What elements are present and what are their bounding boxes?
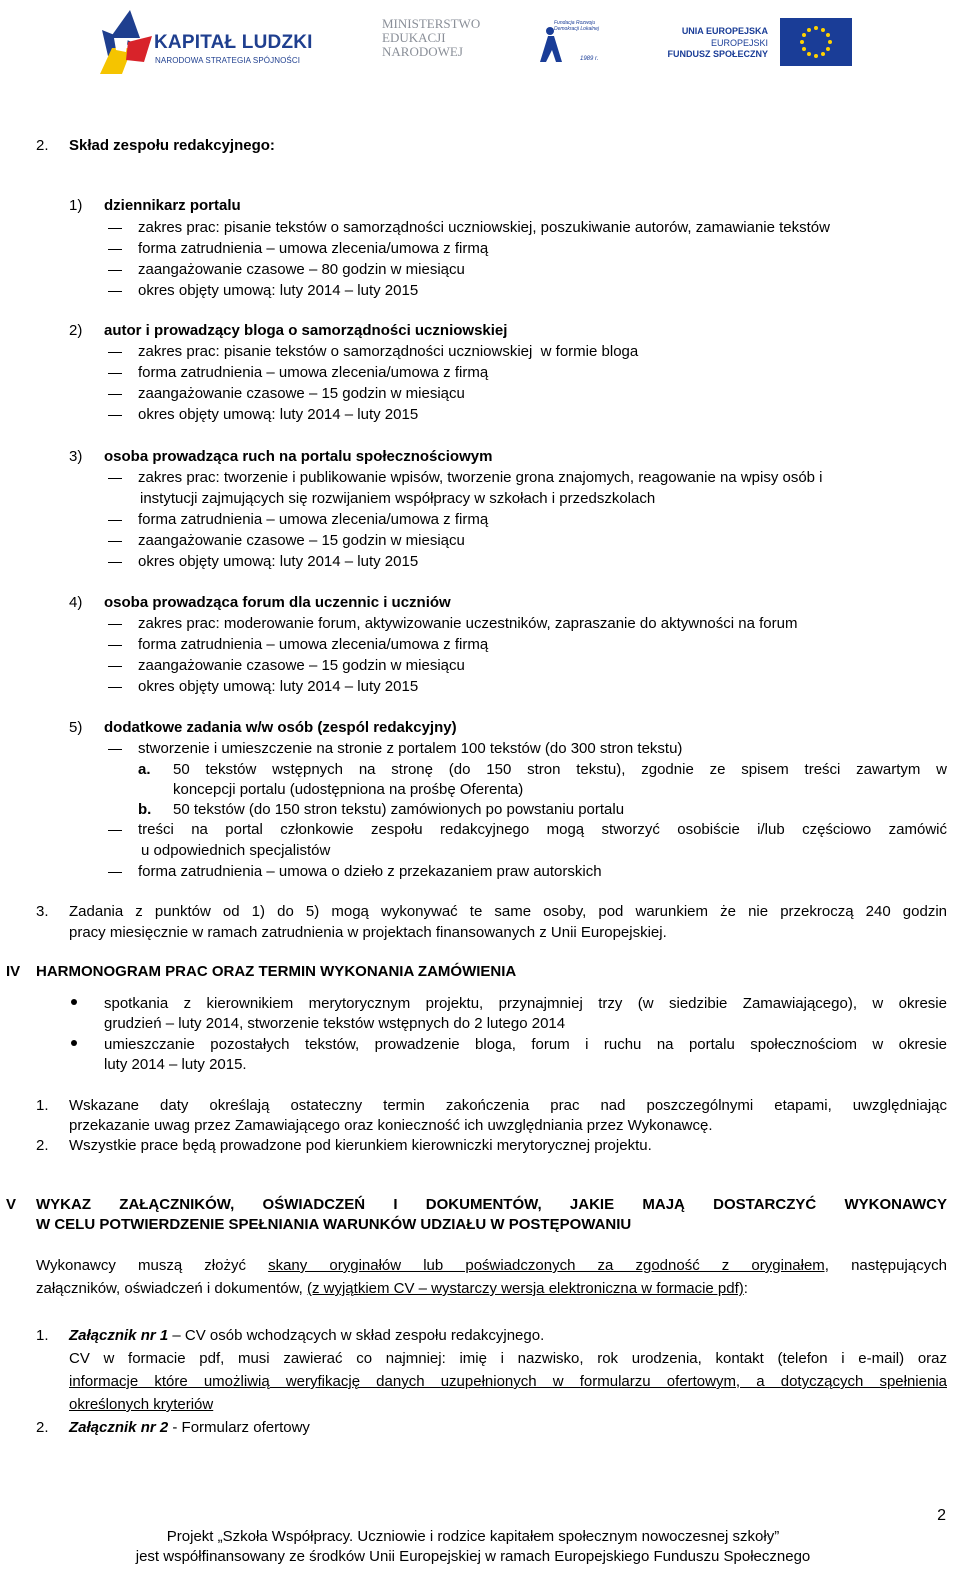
logo-subtitle: NARODOWA STRATEGIA SPÓJNOŚCI bbox=[155, 56, 301, 65]
men-line3: NARODOWEJ bbox=[382, 44, 463, 59]
section-iv-title: HARMONOGRAM PRAC ORAZ TERMIN WYKONANIA ZAMÓWIENIA bbox=[36, 963, 517, 980]
role-5-item: treści na portal członkowie zespołu redakcyjnego mogą stworzyć osobiście i/lub częściowo zamówić bbox=[138, 821, 947, 838]
role-1-item: forma zatrudnienia – umowa zlecenia/umowa z firmą bbox=[138, 240, 489, 257]
role-1-item: zaangażowanie czasowe – 80 godzin w miesiącu bbox=[138, 261, 465, 278]
bullet-icon bbox=[71, 999, 77, 1005]
dash-icon bbox=[108, 352, 122, 353]
schedule-bullet-line: grudzień – luty 2014, stworzenie tekstów wstępnych do 2 lutego 2014 bbox=[104, 1015, 566, 1032]
iv-point-line: Wszystkie prace będą prowadzone pod kierunkiem kierowniczki merytorycznej projektu. bbox=[69, 1137, 652, 1154]
intro-text: : bbox=[743, 1280, 748, 1297]
men-line2: EDUKACJI bbox=[382, 30, 446, 45]
section-3-number: 3. bbox=[36, 903, 49, 920]
role-2-item: zaangażowanie czasowe – 15 godzin w miesiącu bbox=[138, 385, 465, 402]
frdl-line1: Fundacja Rozwoju bbox=[554, 20, 596, 26]
attachment-2-text: - Formularz ofertowy bbox=[168, 1419, 310, 1436]
schedule-bullet-line: umieszczanie pozostałych tekstów, prowadzenie bloga, forum i ruchu na portalu społecznościom w okresie bbox=[104, 1036, 947, 1053]
section-v-intro-line1 bbox=[36, 1257, 947, 1274]
section-3-line2: pracy miesięcznie w ramach zatrudnienia w projektach finansowanych z Unii Europejskiej. bbox=[69, 924, 667, 941]
footer-line2: jest współfinansowany ze środków Unii Europejskiej w ramach Europejskiego Funduszu Społecznego bbox=[135, 1548, 811, 1565]
frdl-line2: Demokracji Lokalnej bbox=[554, 26, 600, 32]
eu-line2: EUROPEJSKI bbox=[710, 38, 768, 48]
section-v-title-line2: W CELU POTWIERDZENIE SPEŁNIANIA WARUNKÓW UDZIAŁU W POSTĘPOWANIU bbox=[36, 1216, 632, 1233]
role-5-item: forma zatrudnienia – umowa o dzieło z przekazaniem praw autorskich bbox=[138, 863, 602, 880]
eu-line3: FUNDUSZ SPOŁECZNY bbox=[667, 49, 768, 59]
eu-logo bbox=[667, 16, 852, 68]
attachment-2-label: Załącznik nr 2 bbox=[69, 1419, 169, 1436]
attachment-1-cv-line2: informacje które umożliwią weryfikację danych uzupełnionych w formularzu ofertowym, a dotyczących spełnienia bbox=[69, 1373, 947, 1390]
dash-icon bbox=[108, 830, 122, 831]
attachment-1-cv-line3: określonych kryteriów bbox=[69, 1396, 214, 1413]
section-v-intro-line2 bbox=[36, 1280, 748, 1297]
dash-icon bbox=[108, 228, 122, 229]
sub-item-a-label: a. bbox=[138, 761, 151, 778]
role-5-item: stworzenie i umieszczenie na stronie z portalem 100 tekstów (do 300 stron tekstu) bbox=[138, 740, 683, 757]
role-3-title: osoba prowadząca ruch na portalu społecznościowym bbox=[104, 448, 493, 465]
role-4-item: zakres prac: moderowanie forum, aktywizowanie uczestników, zapraszanie do aktywności na forum bbox=[138, 615, 798, 632]
attachment-1-cv-line1: CV w formacie pdf, musi zawierać co najmniej: imię i nazwisko, rok urodzenia, kontakt (telefon i e-mail) oraz bbox=[69, 1350, 947, 1367]
intro-underlined: (z wyjątkiem CV – wystarczy wersja elektroniczna w formacie pdf) bbox=[306, 1280, 744, 1297]
attachment-1-text: – CV osób wchodzących w skład zespołu redakcyjnego. bbox=[168, 1327, 545, 1344]
frdl-figure-icon bbox=[540, 26, 566, 66]
frdl-year: 1989 r. bbox=[580, 56, 599, 62]
role-4-number: 4) bbox=[69, 594, 83, 611]
sub-item-a-text: 50 tekstów wstępnych na stronę (do 150 stron tekstu), zgodnie ze spisem treści zawartym w bbox=[173, 761, 947, 778]
kapital-ludzki-logo bbox=[92, 8, 322, 76]
sub-item-b-text: 50 tekstów (do 150 stron tekstu) zamówionych po powstaniu portalu bbox=[173, 801, 625, 818]
intro-text: załączników, oświadczeń i dokumentów, bbox=[36, 1280, 307, 1297]
intro-text: Wykonawcy muszą złożyć bbox=[36, 1257, 269, 1274]
role-1-item: zakres prac: pisanie tekstów o samorządności uczniowskiej, poszukiwanie autorów, zamawianie tekstów bbox=[138, 219, 830, 236]
schedule-bullet-line: spotkania z kierownikiem merytorycznym projektu, przynajmniej trzy (w siedzibie Zamawiającego), w okresie bbox=[104, 995, 947, 1012]
dash-icon bbox=[108, 624, 122, 625]
iv-point-number: 1. bbox=[36, 1097, 49, 1114]
attachment-2 bbox=[69, 1419, 310, 1436]
intro-text: następujących bbox=[828, 1257, 947, 1274]
attachment-1-number: 1. bbox=[36, 1327, 49, 1344]
intro-underlined: skany oryginałów lub poświadczonych za zgodność z oryginałem, bbox=[268, 1257, 829, 1274]
role-5-title: dodatkowe zadania w/w osób (zespól redakcyjny) bbox=[104, 719, 457, 736]
section-2-title: Skład zespołu redakcyjnego: bbox=[69, 137, 275, 154]
role-1-title: dziennikarz portalu bbox=[104, 197, 241, 214]
iv-point-number: 2. bbox=[36, 1137, 49, 1154]
role-1-item: okres objęty umową: luty 2014 – luty 2015 bbox=[138, 282, 419, 299]
men-line1: MINISTERSTWO bbox=[382, 16, 481, 31]
dash-icon bbox=[108, 562, 122, 563]
role-2-item: zakres prac: pisanie tekstów o samorządności uczniowskiej w formie bloga bbox=[138, 343, 639, 360]
role-3-item: okres objęty umową: luty 2014 – luty 2015 bbox=[138, 553, 419, 570]
role-3-item: forma zatrudnienia – umowa zlecenia/umowa z firmą bbox=[138, 511, 489, 528]
dash-icon bbox=[108, 872, 122, 873]
dash-icon bbox=[108, 749, 122, 750]
dash-icon bbox=[108, 249, 122, 250]
dash-icon bbox=[108, 666, 122, 667]
dash-icon bbox=[108, 394, 122, 395]
eu-flag-icon bbox=[780, 18, 852, 66]
section-2-number: 2. bbox=[36, 137, 49, 154]
dash-icon bbox=[108, 687, 122, 688]
bullet-icon bbox=[71, 1040, 77, 1046]
frdl-logo bbox=[540, 16, 602, 68]
role-4-title: osoba prowadząca forum dla uczennic i uczniów bbox=[104, 594, 451, 611]
attachment-2-number: 2. bbox=[36, 1419, 49, 1436]
dash-icon bbox=[108, 520, 122, 521]
sub-item-b-label: b. bbox=[138, 801, 152, 818]
role-5-item-continued: u odpowiednich specjalistów bbox=[141, 842, 331, 859]
iv-point-line: Wskazane daty określają ostateczny termin zakończenia prac nad poszczególnymi etapami, uwzględniając bbox=[69, 1097, 947, 1114]
role-4-item: zaangażowanie czasowe – 15 godzin w miesiącu bbox=[138, 657, 465, 674]
sub-item-a-continued: koncepcji portalu (udostępniona na prośbę Oferenta) bbox=[173, 781, 524, 798]
section-v-number: V bbox=[6, 1196, 17, 1213]
attachment-1 bbox=[69, 1327, 544, 1344]
dash-icon bbox=[108, 541, 122, 542]
men-logo bbox=[382, 16, 490, 62]
iv-point-line: przekazanie uwag przez Zamawiającego oraz konieczność ich uwzględniania przez Wykonawcę. bbox=[69, 1117, 713, 1134]
role-3-number: 3) bbox=[69, 448, 83, 465]
role-2-title: autor i prowadzący bloga o samorządności uczniowskiej bbox=[104, 322, 508, 339]
role-5-number: 5) bbox=[69, 719, 83, 736]
role-3-item-continued: instytucji zajmujących się rozwijaniem współpracy w szkołach i przedszkolach bbox=[140, 490, 656, 507]
kapital-ludzki-star-icon bbox=[92, 8, 156, 76]
role-3-item: zaangażowanie czasowe – 15 godzin w miesiącu bbox=[138, 532, 465, 549]
page-number: 2 bbox=[937, 1507, 946, 1524]
schedule-bullet-line: luty 2014 – luty 2015. bbox=[104, 1056, 247, 1073]
role-2-item: forma zatrudnienia – umowa zlecenia/umowa z firmą bbox=[138, 364, 489, 381]
dash-icon bbox=[108, 415, 122, 416]
role-2-item: okres objęty umową: luty 2014 – luty 2015 bbox=[138, 406, 419, 423]
role-4-item: okres objęty umową: luty 2014 – luty 2015 bbox=[138, 678, 419, 695]
footer-line1: Projekt „Szkoła Współpracy. Uczniowie i rodzice kapitałem społecznym nowoczesnej szkoły” bbox=[166, 1528, 780, 1545]
dash-icon bbox=[108, 645, 122, 646]
dash-icon bbox=[108, 291, 122, 292]
role-3-item: zakres prac: tworzenie i publikowanie wpisów, tworzenie grona znajomych, reagowanie na wpisy osób i bbox=[138, 469, 823, 486]
role-4-item: forma zatrudnienia – umowa zlecenia/umowa z firmą bbox=[138, 636, 489, 653]
dash-icon bbox=[108, 373, 122, 374]
dash-icon bbox=[108, 270, 122, 271]
role-1-number: 1) bbox=[69, 197, 83, 214]
section-3-line1: Zadania z punktów od 1) do 5) mogą wykonywać te same osoby, pod warunkiem że nie przekroczą 240 godzin bbox=[69, 903, 947, 920]
section-v-title-line1: WYKAZ ZAŁĄCZNIKÓW, OŚWIADCZEŃ I DOKUMENTÓW, JAKIE MAJĄ DOSTARCZYĆ WYKONAWCY bbox=[36, 1196, 947, 1213]
section-iv-number: IV bbox=[6, 963, 21, 980]
role-2-number: 2) bbox=[69, 322, 83, 339]
dash-icon bbox=[108, 478, 122, 479]
attachment-1-label: Załącznik nr 1 bbox=[69, 1327, 169, 1344]
eu-line1: UNIA EUROPEJSKA bbox=[681, 26, 768, 36]
logo-title: KAPITAŁ LUDZKI bbox=[154, 32, 313, 53]
